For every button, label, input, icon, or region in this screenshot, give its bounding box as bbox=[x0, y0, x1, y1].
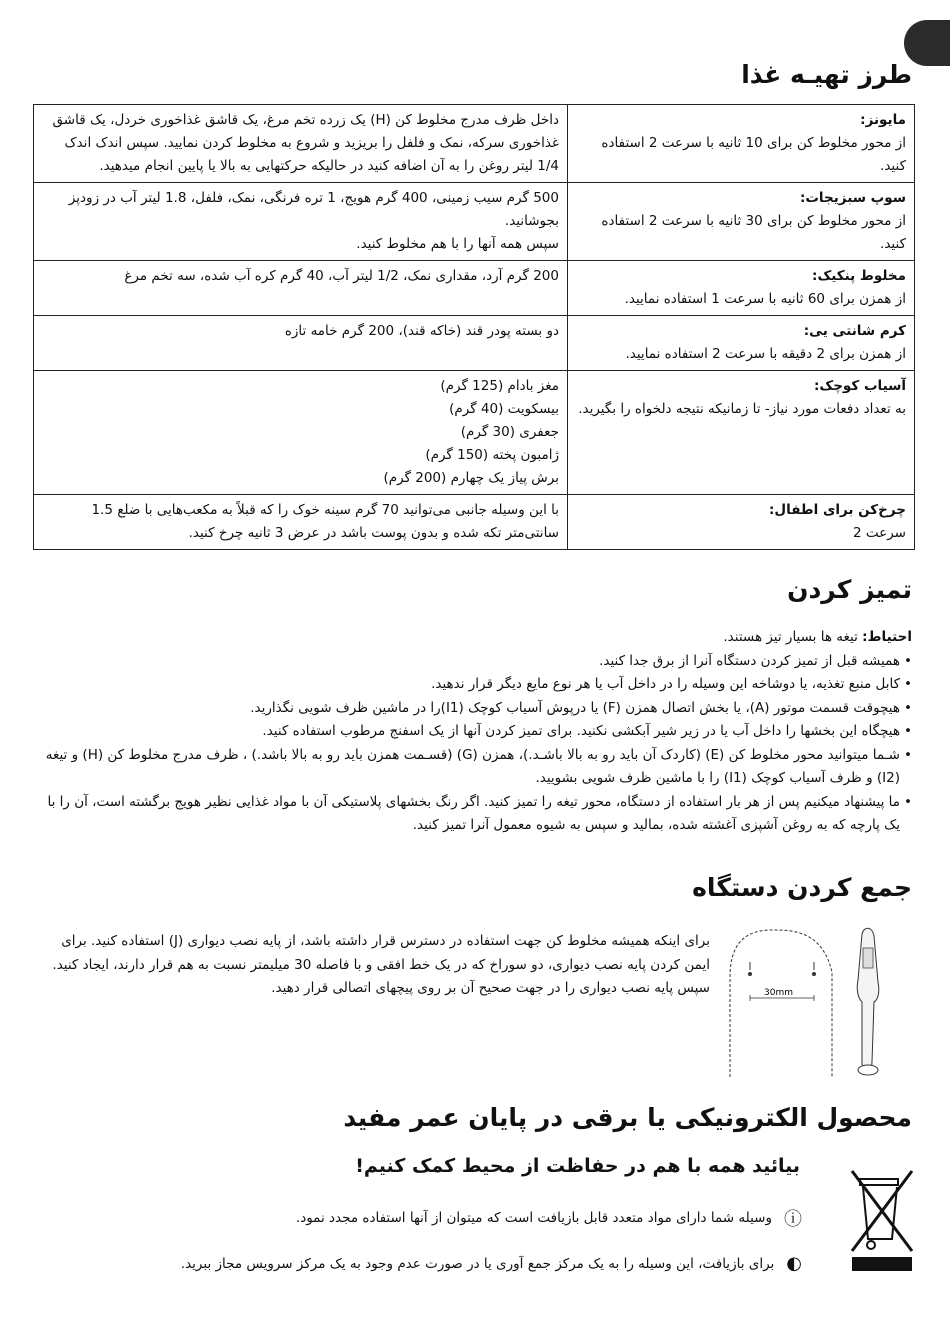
cleaning-bullet: • هیچگاه این بخشها را داخل آب یا در زیر شیر آبکشی نکنید. برای تمیز کردن آنها از یک اسفنج مرطوب استفاده کنید. bbox=[32, 720, 900, 744]
wall-bracket-drawing bbox=[730, 930, 832, 1077]
recyclable-materials-line bbox=[296, 1205, 802, 1231]
recipe-name-cell bbox=[568, 105, 915, 183]
recipe-ingredients-cell bbox=[34, 495, 568, 550]
recipe-row bbox=[34, 495, 915, 550]
recipe-ingredient: سپس همه آنها را با هم مخلوط کنید. bbox=[356, 236, 559, 252]
recipe-row bbox=[34, 316, 915, 371]
recipe-method: سرعت 2 bbox=[853, 525, 906, 541]
recycling-center-line bbox=[181, 1253, 802, 1274]
recipe-ingredient: با این وسیله جانبی می‌توانید 70 گرم سینه خوک را که قبلاً به مکعب‌هایی با ضلع 1.5 سانتی‌متر تکه شده و بدون پوست باشد در عرض 3 ثانیه چرخ کنید. bbox=[91, 502, 559, 541]
environment-subtitle: بیائید همه با هم در حفاظت از محیط کمک کنیم! bbox=[355, 1155, 800, 1177]
cleaning-bullet: • کابل منبع تغذیه، یا دوشاخه این وسیله را در داخل آب یا هر نوع مایع دیگر قرار ندهید. bbox=[32, 673, 900, 697]
recipe-name: چرخ‌کن برای اطفال: bbox=[769, 502, 906, 518]
recipe-name: آسیاب کوچک: bbox=[813, 378, 906, 394]
recipe-row bbox=[34, 183, 915, 261]
recipe-ingredient: بیسکویت (40 گرم) bbox=[449, 401, 559, 417]
recipe-name: سوپ سبزیجات: bbox=[799, 190, 906, 206]
crossed-bin-icon bbox=[846, 1165, 918, 1275]
recipe-ingredient: مغز بادام (125 گرم) bbox=[440, 378, 559, 394]
recipe-method: از محور مخلوط کن برای 10 ثانیه با سرعت 2 استفاده کنید. bbox=[601, 135, 906, 174]
environment-title: محصول الکترونیکی یا برقی در پایان عمر مفید bbox=[343, 1103, 912, 1132]
recipes-table bbox=[33, 104, 915, 550]
assembly-text: برای اینکه همیشه مخلوط کن جهت استفاده در دسترس قرار داشته باشد، از پایه نصب دیواری (J) استفاده کنید. برای ایمن کردن پایه نصب دیواری، دو سوراخ که در یک خط افقی و با فاصله 30 میلیمتر نسبت به هم قرار دارند، ایجاد کنید. سپس پایه نصب دیواری را در جهت صحیح آن بر روی پیچهای اتصالی قرار دهید. bbox=[52, 933, 710, 996]
assembly-title: جمع کردن دستگاه bbox=[692, 873, 912, 902]
wall-mount-diagram bbox=[722, 922, 912, 1082]
recipe-name-cell bbox=[568, 316, 915, 371]
recipe-ingredient: 200 گرم آرد، مقداری نمک، 1/2 لیتر آب، 40 گرم کره آب شده، سه تخم مرغ bbox=[124, 268, 559, 284]
info-icon: ⓘ bbox=[784, 1209, 802, 1230]
recipe-ingredients-cell bbox=[34, 261, 568, 316]
recipe-method: از همزن برای 60 ثانیه با سرعت 1 استفاده نمایید. bbox=[624, 291, 906, 307]
recipe-row bbox=[34, 371, 915, 495]
recyclable-text: وسیله شما دارای مواد متعدد قابل بازیافت است که میتوان از آنها استفاده مجدد نمود. bbox=[295, 1210, 772, 1226]
recipe-name: کرم شانتی یی: bbox=[803, 323, 906, 339]
recipe-row bbox=[34, 261, 915, 316]
recipe-method: از محور مخلوط کن برای 30 ثانیه با سرعت 2 استفاده کنید. bbox=[601, 213, 906, 252]
recipe-row bbox=[34, 105, 915, 183]
cleaning-bullet: • همیشه قبل از تمیز کردن دستگاه آنرا از برق جدا کنید. bbox=[32, 650, 900, 674]
recipe-name: مایونز: bbox=[860, 112, 906, 128]
recipe-ingredients-cell bbox=[34, 105, 568, 183]
recipe-name: مخلوط پنکیک: bbox=[812, 268, 906, 284]
recipe-name-cell bbox=[568, 183, 915, 261]
recipe-name-cell bbox=[568, 371, 915, 495]
cleaning-bullet: • هیچوقت قسمت موتور (A)، یا بخش اتصال همزن (F) یا درپوش آسیاب کوچک (I1)را در ماشین ظرف شویی نگذارید. bbox=[32, 697, 900, 721]
hand-blender-drawing bbox=[857, 928, 879, 1075]
recipes-title: طرز تهیـه غذا bbox=[741, 60, 912, 89]
recipe-ingredient: برش پیاز یک چهارم (200 گرم) bbox=[383, 470, 559, 486]
recipe-ingredient: 500 گرم سیب زمینی، 400 گرم هویج، 1 تره فرنگی، نمک، فلفل، 1.8 لیتر آب در زودپز بجوشانید. bbox=[68, 190, 559, 229]
recipe-ingredient: دو بسته پودر قند (خاکه قند)، 200 گرم خامه تازه bbox=[284, 323, 559, 339]
recipe-ingredients-cell bbox=[34, 316, 568, 371]
recipe-ingredient: داخل ظرف مدرج مخلوط کن (H) یک زرده تخم مرغ، یک قاشق غذاخوری خردل، یک قاشق غذاخوری سرکه، نمک و فلفل را بریزید و شروع به مخلوط کردن نمایید. سپس اندک اندک 1/4 لیتر روغن را به آن اضافه کنید در حالیکه حرکتهایی به بالا یا پایین انجام میدهید. bbox=[52, 112, 559, 174]
caution-line bbox=[32, 626, 912, 650]
recipe-method: از همزن برای 2 دقیقه با سرعت 2 استفاده نمایید. bbox=[625, 346, 906, 362]
recipe-ingredient: ژامبون پخته (150 گرم) bbox=[425, 447, 559, 463]
cleaning-content bbox=[32, 626, 912, 838]
recycle-icon: ◐ bbox=[786, 1253, 802, 1274]
cleaning-title: تمیز کردن bbox=[787, 575, 912, 604]
cleaning-bullet: • ما پیشنهاد میکنیم پس از هر بار استفاده از دستگاه، محور تیغه را تمیز کنید. اگر رنگ بخشهای پلاستیکی آن با مواد غذایی نظیر هویج برگشته است، آن را با یک پارچه که به روغن آشپزی آغشته شده، بمالید و سپس به شیوه معمول آنرا تمیز کنید. bbox=[32, 791, 900, 838]
distance-label: 30mm bbox=[764, 988, 793, 998]
recipe-method: به تعداد دفعات مورد نیاز- تا زمانیکه نتیجه دلخواه را بگیرید. bbox=[578, 401, 906, 417]
caution-label: احتیاط: bbox=[862, 629, 912, 645]
recipe-ingredients-cell bbox=[34, 183, 568, 261]
recipe-name-cell bbox=[568, 495, 915, 550]
recipe-name-cell bbox=[568, 261, 915, 316]
recipe-ingredients-cell bbox=[34, 371, 568, 495]
recycling-text: برای بازیافت، این وسیله را به یک مرکز جمع آوری یا در صورت عدم وجود به یک مرکز سرویس مجاز ببرید. bbox=[180, 1255, 775, 1272]
cleaning-bullet: • شـما میتوانید محور مخلوط کن (E) (کاردک آن باید رو به بالا باشـد.)، همزن (G) (قسـمت همزن باید رو به بالا باشد.) ، ظرف مدرج مخلوط کن (H) و تیغه (I2) و ظرف آسیاب کوچک (I1) را با ماشین ظرف شویی بشویید. bbox=[32, 744, 900, 791]
caution-text: تیغه ها بسیار تیز هستند. bbox=[723, 629, 863, 645]
recipe-ingredient: جعفری (30 گرم) bbox=[460, 424, 559, 440]
